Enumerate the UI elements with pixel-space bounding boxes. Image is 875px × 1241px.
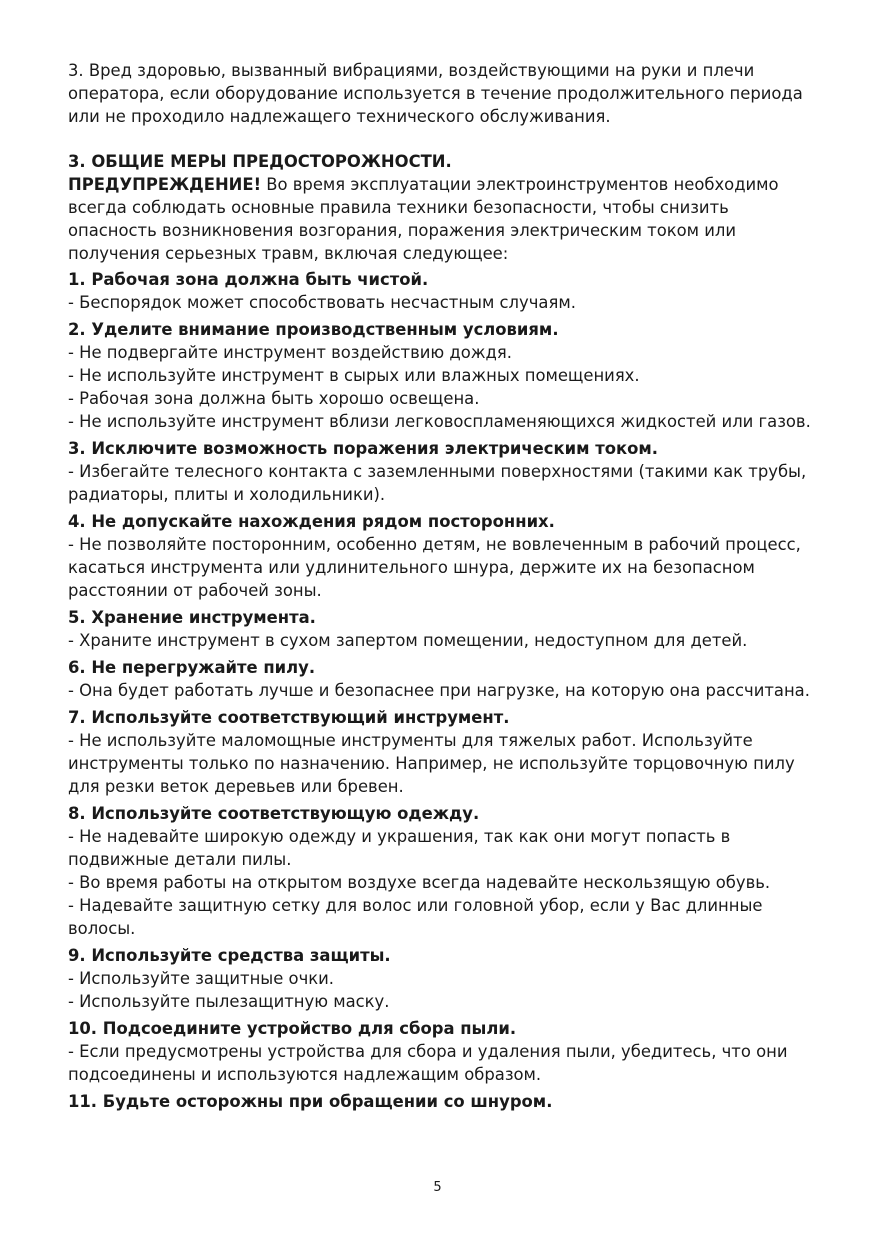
- rule-section: [68, 1017, 813, 1086]
- rule-title: 3. Исключите возможность поражения электрическим током.: [68, 439, 658, 458]
- section-heading: 3. ОБЩИЕ МЕРЫ ПРЕДОСТОРОЖНОСТИ.: [68, 152, 452, 171]
- rule-title: 7. Используйте соответствующий инструмент.: [68, 708, 510, 727]
- rule-item: - Храните инструмент в сухом запертом помещении, недоступном для детей.: [68, 631, 748, 650]
- rule-title: 8. Используйте соответствующую одежду.: [68, 804, 480, 823]
- rule-item: - Надевайте защитную сетку для волос или головной убор, если у Вас длинные волосы.: [68, 896, 763, 938]
- rule-section: [68, 437, 813, 506]
- rule-item: - Не используйте инструмент в сырых или влажных помещениях.: [68, 366, 640, 385]
- rule-title: 6. Не перегружайте пилу.: [68, 658, 316, 677]
- rule-title: 1. Рабочая зона должна быть чистой.: [68, 270, 429, 289]
- rule-section: [68, 1090, 813, 1113]
- rule-section: [68, 510, 813, 602]
- rule-title: 9. Используйте средства защиты.: [68, 946, 391, 965]
- rule-item: - Избегайте телесного контакта с заземленными поверхностями (такими как трубы, радиаторы, плиты и холодильники).: [68, 462, 807, 504]
- rule-item: - Используйте пылезащитную маску.: [68, 992, 390, 1011]
- document-page: [68, 59, 813, 1117]
- rule-section: [68, 802, 813, 940]
- warning-text: Во время эксплуатации электроинструментов необходимо всегда соблюдать основные правила техники безопасности, чтобы снизить опасность возникновения возгорания, поражения электрическим током или получения серьезных травм, включая следующее:: [68, 175, 779, 263]
- rule-item: - Рабочая зона должна быть хорошо освещена.: [68, 389, 480, 408]
- warning-paragraph: [68, 173, 813, 265]
- rule-item: - Не используйте маломощные инструменты для тяжелых работ. Используйте инструменты только по назначению. Например, не используйте торцовочную пилу для резки веток деревьев или бревен.: [68, 731, 795, 796]
- rule-title: 11. Будьте осторожны при обращении со шнуром.: [68, 1092, 553, 1111]
- rule-item: - Используйте защитные очки.: [68, 969, 335, 988]
- rule-section: [68, 606, 813, 652]
- rule-item: - Не используйте инструмент вблизи легковоспламеняющихся жидкостей или газов.: [68, 412, 811, 431]
- rule-item: - Не позволяйте посторонним, особенно детям, не вовлеченным в рабочий процесс, касаться инструмента или удлинительного шнура, держите их на безопасном расстоянии от рабочей зоны.: [68, 535, 801, 600]
- rule-item: - Не надевайте широкую одежду и украшения, так как они могут попасть в подвижные детали пилы.: [68, 827, 731, 869]
- rules-list: [68, 268, 813, 1113]
- rule-section: [68, 656, 813, 702]
- rule-title: 5. Хранение инструмента.: [68, 608, 316, 627]
- rule-title: 2. Уделите внимание производственным условиям.: [68, 320, 559, 339]
- rule-item: - Если предусмотрены устройства для сбора и удаления пыли, убедитесь, что они подсоединены и используются надлежащим образом.: [68, 1042, 788, 1084]
- rule-section: [68, 318, 813, 433]
- rule-section: [68, 944, 813, 1013]
- rule-section: [68, 706, 813, 798]
- page-number: 5: [433, 1180, 442, 1195]
- rule-title: 4. Не допускайте нахождения рядом посторонних.: [68, 512, 555, 531]
- intro-paragraph: 3. Вред здоровью, вызванный вибрациями, воздействующими на руки и плечи оператора, если оборудование используется в течение продолжительного периода или не проходило надлежащего технического обслуживания.: [68, 61, 803, 126]
- rule-title: 10. Подсоедините устройство для сбора пыли.: [68, 1019, 517, 1038]
- rule-item: - Во время работы на открытом воздухе всегда надевайте нескользящую обувь.: [68, 873, 771, 892]
- warning-label: ПРЕДУПРЕЖДЕНИЕ!: [68, 175, 262, 194]
- rule-item: - Не подвергайте инструмент воздействию дождя.: [68, 343, 512, 362]
- rule-item: - Она будет работать лучше и безопаснее при нагрузке, на которую она рассчитана.: [68, 681, 810, 700]
- rule-item: - Беспорядок может способствовать несчастным случаям.: [68, 293, 576, 312]
- rule-section: [68, 268, 813, 314]
